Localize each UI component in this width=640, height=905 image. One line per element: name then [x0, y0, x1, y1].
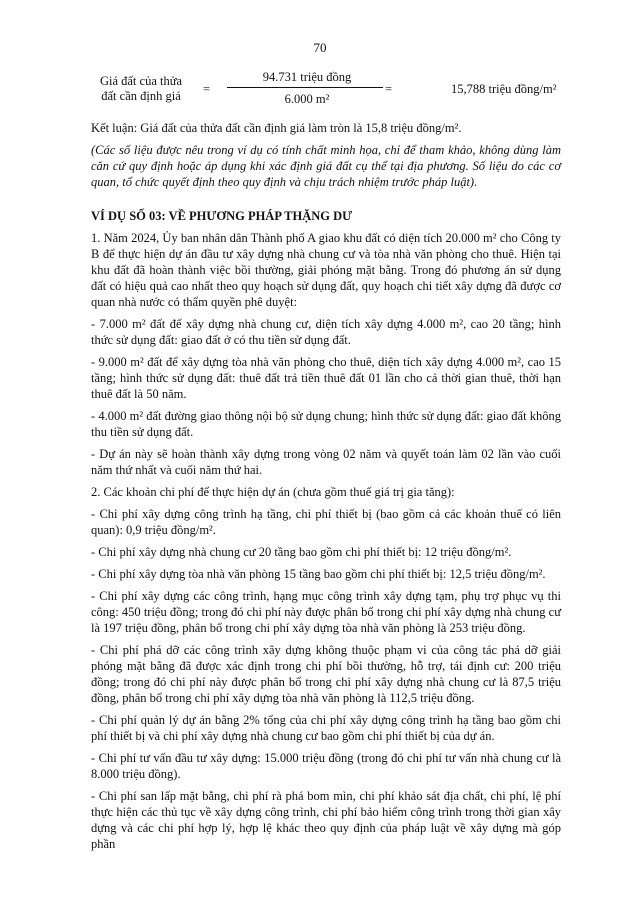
formula-equals-1: =: [203, 82, 211, 96]
conclusion-paragraph: Kết luận: Giá đất của thửa đất cần định giá làm tròn là 15,8 triệu đồng/m².: [91, 121, 462, 135]
page-number: 70: [313, 40, 327, 55]
body-paragraph: - Chi phí xây dựng nhà chung cư 20 tầng bao gồm chi phí thiết bị: 12 triệu đồng/m².: [91, 545, 512, 559]
body-paragraph: - Chi phí san lấp mặt bằng, chi phí rà phá bom mìn, chi phí khảo sát địa chất, chi phí, lệ phí thực hiện các thủ tục về xây dựng công trình, chi phí bảo hiểm công trình trong thời gian xây dựng và các chi phí hợp lý, hợp lệ khác theo quy định của pháp luật về xây dựng mà góp phần: [91, 789, 561, 851]
document-body: [91, 120, 561, 858]
formula-numerator: 94.731 triệu đồng: [262, 70, 352, 84]
body-paragraph: - 9.000 m² đất để xây dựng tòa nhà văn phòng cho thuê, diện tích xây dựng 4.000 m², cao 15 tầng; hình thức sử dụng đất: thuê đất trả tiền thuê đất 01 lần cho cả thời gian thuê, thời hạn thuê đất là 50 năm.: [91, 355, 561, 401]
body-paragraph: - Chi phí phá dỡ các công trình xây dựng không thuộc phạm vi của công tác phá dỡ giải phóng mặt bằng đã được xác định trong chi phí bồi thường, hỗ trợ, tái định cư: 200 triệu đồng; trong đó chi phí này được phân bổ trong chi phí xây dựng nhà chung cư là 87,5 triệu đồng, phân bổ trong chi phí xây dựng tòa nhà văn phòng là 112,5 triệu đồng.: [91, 643, 561, 705]
body-paragraph: 1. Năm 2024, Ủy ban nhân dân Thành phố A giao khu đất có diện tích 20.000 m² cho Công ty B để thực hiện dự án đầu tư xây dựng nhà chung cư và tòa nhà văn phòng cho thuê. Hiện tại khu đất đã hoàn thành việc bồi thường, giải phóng mặt bằng. Trong đó phương án sử dụng đất có hiệu quả cao nhất theo quy hoạch sử dụng đất, quy hoạch chi tiết xây dựng đã được cơ quan nhà nước có thẩm quyền phê duyệt:: [91, 231, 561, 309]
formula-denominator: 6.000 m²: [284, 92, 330, 106]
body-paragraph: - Chi phí xây dựng tòa nhà văn phòng 15 tầng bao gồm chi phí thiết bị: 12,5 triệu đồng/m².: [91, 567, 546, 581]
formula-label-line1: Giá đất của thửa: [99, 74, 183, 88]
body-paragraph: 2. Các khoản chi phí để thực hiện dự án (chưa gồm thuế giá trị gia tăng):: [91, 485, 455, 499]
price-formula: [91, 70, 571, 116]
body-paragraph: - 4.000 m² đất đường giao thông nội bộ sử dụng chung; hình thức sử dụng đất: giao đất không thu tiền sử dụng đất.: [91, 409, 561, 439]
formula-result: 15,788 triệu đồng/m²: [451, 82, 557, 96]
formula-label-line2: đất cần định giá: [101, 89, 181, 103]
section-heading: VÍ DỤ SỐ 03: VỀ PHƯƠNG PHÁP THẶNG DƯ: [91, 209, 353, 223]
formula-label: [91, 74, 191, 104]
fraction-bar: [227, 87, 383, 88]
disclaimer-note: (Các số liệu được nêu trong ví dụ có tính chất minh họa, chỉ để tham khảo, không dùng làm căn cứ quy định hoặc áp dụng khi xác định giá đất cụ thể tại địa phương. Số liệu do các cơ quan, tổ chức quyết định theo quy định và chịu trách nhiệm trước pháp luật).: [91, 143, 561, 189]
body-paragraph: - Chi phí quản lý dự án bằng 2% tổng của chi phí xây dựng công trình hạ tầng bao gồm chi phí thiết bị và chi phí xây dựng nhà chung cư bao gồm chi phí thiết bị của dự án.: [91, 713, 561, 743]
body-paragraph: - Chi phí xây dựng công trình hạ tầng, chi phí thiết bị (bao gồm cả các khoản thuế có liên quan): 0,9 triệu đồng/m².: [91, 507, 561, 537]
body-paragraph: - 7.000 m² đất để xây dựng nhà chung cư, diện tích xây dựng 4.000 m², cao 20 tầng; hình thức sử dụng đất: giao đất ở có thu tiền sử dụng đất.: [91, 317, 561, 347]
formula-equals-2: =: [385, 82, 393, 96]
body-paragraph: - Chi phí xây dựng các công trình, hạng mục công trình xây dựng tạm, phụ trợ phục vụ thi công: 450 triệu đồng; trong đó chi phí này được phân bổ trong chi phí xây dựng nhà chung cư là 197 triệu đồng, phân bổ trong chi phí xây dựng tòa nhà văn phòng là 253 triệu đồng.: [91, 589, 561, 635]
body-paragraph: - Chi phí tư vấn đầu tư xây dựng: 15.000 triệu đồng (trong đó chi phí tư vấn nhà chung cư là 8.000 triệu đồng).: [91, 751, 561, 781]
body-paragraph: - Dự án này sẽ hoàn thành xây dựng trong vòng 02 năm và quyết toán làm 02 lần vào cuối năm thứ nhất và cuối năm thứ hai.: [91, 447, 561, 477]
